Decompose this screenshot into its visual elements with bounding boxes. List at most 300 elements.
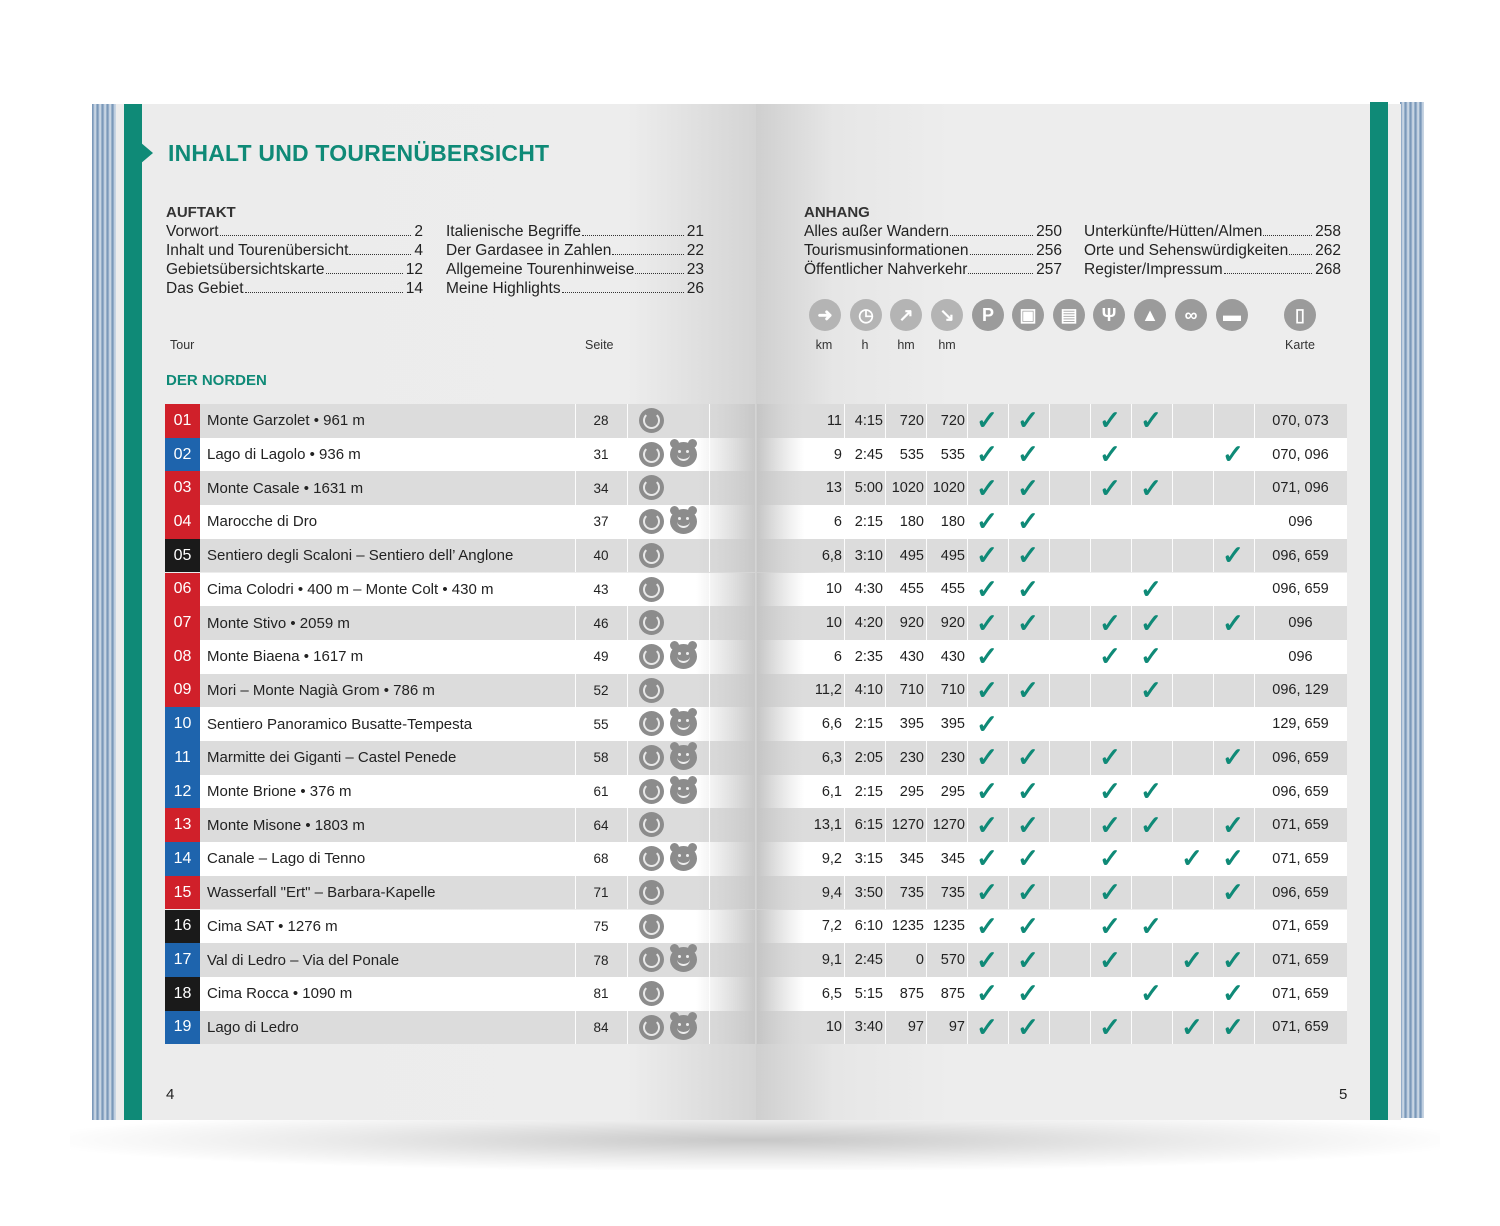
toc-label: Alles außer Wandern xyxy=(804,223,950,240)
map-icon: ▯ xyxy=(1284,299,1316,331)
column-divider xyxy=(844,910,845,944)
tour-km: 9,4 xyxy=(821,884,842,901)
column-divider xyxy=(844,539,845,573)
tour-down: 875 xyxy=(940,985,965,1002)
tour-number-badge: 18 xyxy=(165,977,200,1011)
kid-friendly-icon xyxy=(670,711,697,736)
column-divider xyxy=(1172,606,1173,640)
column-divider xyxy=(1008,707,1009,741)
tour-up: 0 xyxy=(915,952,924,969)
toc-label: Vorwort xyxy=(166,223,219,240)
auftakt-toc-col1 xyxy=(166,222,423,298)
column-divider xyxy=(627,640,628,674)
column-divider xyxy=(709,471,710,505)
kid-icon-part xyxy=(688,1012,697,1021)
check-icon: ✓ xyxy=(1222,978,1244,1009)
tour-number-badge: 04 xyxy=(165,505,200,539)
column-divider xyxy=(1049,404,1050,438)
column-divider xyxy=(885,910,886,944)
check-icon: ✓ xyxy=(1099,641,1121,672)
tour-row xyxy=(165,674,755,708)
tour-karte: 071, 659 xyxy=(1272,918,1329,935)
column-divider xyxy=(1213,910,1214,944)
anhang-heading: ANHANG xyxy=(804,204,870,221)
tour-seite: 37 xyxy=(593,514,609,530)
toc-leader xyxy=(220,235,412,236)
column-divider xyxy=(709,910,710,944)
check-icon: ✓ xyxy=(1222,742,1244,773)
tour-km: 10 xyxy=(825,1019,842,1036)
column-divider xyxy=(627,573,628,607)
tour-data-row xyxy=(757,741,1347,775)
toc-label: Tourismusinformationen xyxy=(804,242,969,259)
column-divider xyxy=(709,707,710,741)
bus-icon: ▣ xyxy=(1012,299,1044,331)
column-divider xyxy=(1172,404,1173,438)
check-icon: ✓ xyxy=(976,809,998,840)
tour-row xyxy=(165,842,755,876)
check-icon: ✓ xyxy=(1140,809,1162,840)
check-icon: ✓ xyxy=(976,708,998,739)
kid-friendly-icon xyxy=(670,644,697,669)
column-divider xyxy=(1213,775,1214,809)
column-divider xyxy=(575,573,576,607)
column-divider xyxy=(627,471,628,505)
column-divider xyxy=(844,404,845,438)
tour-down: 495 xyxy=(940,547,965,564)
tour-name: Sentiero degli Scaloni – Sentiero dell’ Anglone xyxy=(207,547,514,565)
difficulty-icon xyxy=(639,880,664,905)
tour-seite: 68 xyxy=(593,851,609,867)
check-icon: ✓ xyxy=(1017,540,1039,571)
tour-km: 9 xyxy=(833,446,842,463)
toc-page: 4 xyxy=(414,242,423,259)
column-divider xyxy=(926,977,927,1011)
check-icon: ✓ xyxy=(1017,439,1039,470)
tour-name: Monte Misone • 1803 m xyxy=(207,816,365,834)
column-divider xyxy=(844,640,845,674)
tour-h: 6:10 xyxy=(854,918,883,935)
kid-icon-part xyxy=(688,439,697,448)
tour-km: 10 xyxy=(825,581,842,598)
tour-h: 5:00 xyxy=(854,480,883,497)
difficulty-icon xyxy=(639,678,664,703)
toc-leader xyxy=(1224,273,1312,274)
tour-seite: 75 xyxy=(593,918,609,934)
column-divider xyxy=(885,775,886,809)
kid-friendly-icon xyxy=(670,745,697,770)
toc-page: 26 xyxy=(686,280,704,297)
column-divider xyxy=(709,943,710,977)
column-divider xyxy=(709,842,710,876)
kid-icon-part xyxy=(670,1012,679,1021)
toc-label: Unterkünfte/Hütten/Almen xyxy=(1084,223,1263,240)
difficulty-icon xyxy=(639,577,664,602)
column-divider xyxy=(1213,707,1214,741)
tour-karte: 071, 659 xyxy=(1272,952,1329,969)
check-icon: ✓ xyxy=(1017,742,1039,773)
anhang-toc-col2 xyxy=(1084,222,1341,279)
column-divider xyxy=(1049,977,1050,1011)
tour-karte: 096, 659 xyxy=(1272,783,1329,800)
tour-row xyxy=(165,505,755,539)
toc-leader xyxy=(1263,235,1312,236)
kid-icon-part xyxy=(678,787,681,790)
column-divider xyxy=(627,910,628,944)
column-divider xyxy=(926,910,927,944)
tour-down: 1020 xyxy=(932,480,965,497)
toc-label: Meine Highlights xyxy=(446,280,561,297)
column-divider xyxy=(1049,1011,1050,1045)
cable-car-icon: ▤ xyxy=(1053,299,1085,331)
kid-icon-part xyxy=(678,450,681,453)
column-divider xyxy=(1049,876,1050,910)
column-divider xyxy=(1049,606,1050,640)
column-divider xyxy=(627,1011,628,1045)
tour-row xyxy=(165,775,755,809)
column-divider xyxy=(1049,674,1050,708)
column-divider xyxy=(709,741,710,775)
toc-label: Orte und Sehenswürdigkeiten xyxy=(1084,242,1289,259)
toc-page: 14 xyxy=(405,280,423,297)
tour-karte: 096, 659 xyxy=(1272,547,1329,564)
kid-icon-part xyxy=(688,944,697,953)
check-icon: ✓ xyxy=(1099,405,1121,436)
tour-down: 345 xyxy=(940,850,965,867)
tour-row xyxy=(165,438,755,472)
tour-seite: 64 xyxy=(593,817,609,833)
difficulty-icon xyxy=(639,779,664,804)
hm-up-header: hm xyxy=(897,338,915,352)
column-divider xyxy=(709,977,710,1011)
column-divider xyxy=(575,775,576,809)
restaurant-icon: Ψ xyxy=(1093,299,1125,331)
column-divider xyxy=(627,977,628,1011)
check-icon: ✓ xyxy=(1140,674,1162,705)
kid-icon-part xyxy=(670,506,679,515)
tour-name: Sentiero Panoramico Busatte-Tempesta xyxy=(207,715,473,733)
column-divider xyxy=(885,640,886,674)
h-header: h xyxy=(861,338,869,352)
tour-data-row xyxy=(757,876,1347,910)
toc-page: 258 xyxy=(1315,223,1341,240)
check-icon: ✓ xyxy=(976,607,998,638)
tour-down: 97 xyxy=(948,1019,965,1036)
check-icon: ✓ xyxy=(1140,910,1162,941)
column-divider xyxy=(575,640,576,674)
check-icon: ✓ xyxy=(1140,607,1162,638)
tour-karte: 096, 659 xyxy=(1272,581,1329,598)
page-title: INHALT UND TOURENÜBERSICHT xyxy=(168,140,550,166)
check-icon: ✓ xyxy=(1222,843,1244,874)
ascent-icon: ↗ xyxy=(890,299,922,331)
tour-km: 10 xyxy=(825,615,842,632)
difficulty-icon xyxy=(639,711,664,736)
toc-label: Register/Impressum xyxy=(1084,261,1223,278)
tour-number-badge: 11 xyxy=(165,741,200,775)
tour-up: 1020 xyxy=(891,480,924,497)
tour-up: 295 xyxy=(899,783,924,800)
column-divider xyxy=(627,808,628,842)
check-icon: ✓ xyxy=(1222,1011,1244,1042)
kid-icon-part xyxy=(688,843,697,852)
tour-number-badge: 14 xyxy=(165,842,200,876)
tour-row xyxy=(165,1011,755,1045)
column-divider xyxy=(575,606,576,640)
check-icon: ✓ xyxy=(1222,809,1244,840)
tour-data-row xyxy=(757,977,1347,1011)
column-divider xyxy=(844,471,845,505)
kid-icon-part xyxy=(686,1023,689,1026)
tour-down: 570 xyxy=(940,952,965,969)
column-divider xyxy=(844,707,845,741)
check-icon: ✓ xyxy=(1140,573,1162,604)
column-divider xyxy=(1049,707,1050,741)
tour-data-row xyxy=(757,1011,1347,1045)
toc-label: Italienische Begriffe xyxy=(446,223,581,240)
tour-data-row xyxy=(757,640,1347,674)
tour-number-badge: 05 xyxy=(165,539,200,573)
tour-km: 9,2 xyxy=(821,850,842,867)
tour-seite: 61 xyxy=(593,784,609,800)
column-divider xyxy=(627,674,628,708)
check-icon: ✓ xyxy=(1099,776,1121,807)
tour-up: 230 xyxy=(899,749,924,766)
column-divider xyxy=(575,808,576,842)
tour-row xyxy=(165,876,755,910)
check-icon: ✓ xyxy=(1140,472,1162,503)
accent-bar-right xyxy=(1370,102,1388,1120)
tour-row xyxy=(165,910,755,944)
toc-label: Inhalt und Tourenübersicht xyxy=(166,242,349,259)
column-divider xyxy=(1172,977,1173,1011)
tour-up: 455 xyxy=(899,581,924,598)
column-divider xyxy=(575,741,576,775)
tour-karte: 096 xyxy=(1288,648,1313,665)
toc-page: 257 xyxy=(1036,261,1062,278)
check-icon: ✓ xyxy=(1017,506,1039,537)
tour-down: 295 xyxy=(940,783,965,800)
tour-km: 6,8 xyxy=(821,547,842,564)
column-divider xyxy=(709,573,710,607)
region-heading: DER NORDEN xyxy=(166,372,267,389)
tour-seite: 78 xyxy=(593,952,609,968)
check-icon: ✓ xyxy=(1222,439,1244,470)
column-divider xyxy=(844,808,845,842)
column-divider xyxy=(844,943,845,977)
column-divider xyxy=(575,910,576,944)
check-icon: ✓ xyxy=(1222,540,1244,571)
tour-down: 455 xyxy=(940,581,965,598)
column-divider xyxy=(575,404,576,438)
check-icon: ✓ xyxy=(976,573,998,604)
toc-leader xyxy=(1289,254,1312,255)
check-icon: ✓ xyxy=(1099,843,1121,874)
column-divider xyxy=(1049,640,1050,674)
column-divider xyxy=(1213,674,1214,708)
difficulty-icon xyxy=(639,408,664,433)
toc-label: Gebietsübersichtskarte xyxy=(166,261,325,278)
tour-down: 535 xyxy=(940,446,965,463)
check-icon: ✓ xyxy=(1222,607,1244,638)
column-divider xyxy=(709,438,710,472)
tour-seite: 40 xyxy=(593,548,609,564)
tour-h: 3:15 xyxy=(854,850,883,867)
parking-icon: P xyxy=(972,299,1004,331)
toc-entry xyxy=(804,241,1062,260)
tour-km: 6,3 xyxy=(821,749,842,766)
check-icon: ✓ xyxy=(1140,405,1162,436)
kid-icon-part xyxy=(678,1023,681,1026)
tour-h: 6:15 xyxy=(854,817,883,834)
tour-number-badge: 10 xyxy=(165,707,200,741)
tour-data-row xyxy=(757,606,1347,640)
column-divider xyxy=(1213,640,1214,674)
check-icon: ✓ xyxy=(1222,877,1244,908)
toc-entry xyxy=(166,222,423,241)
tour-down: 735 xyxy=(940,884,965,901)
column-divider xyxy=(709,606,710,640)
tour-karte: 070, 096 xyxy=(1272,446,1329,463)
toc-entry xyxy=(1084,222,1341,241)
column-divider xyxy=(926,943,927,977)
tour-name: Monte Biaena • 1617 m xyxy=(207,648,364,666)
bicycle-icon: ∞ xyxy=(1175,299,1207,331)
column-divider xyxy=(1172,808,1173,842)
tour-h: 2:15 xyxy=(854,783,883,800)
check-icon: ✓ xyxy=(1099,910,1121,941)
column-divider xyxy=(844,1011,845,1045)
column-divider xyxy=(709,404,710,438)
kid-icon-part xyxy=(670,843,679,852)
tour-seite: 49 xyxy=(593,649,609,665)
tour-km: 9,1 xyxy=(821,952,842,969)
bed-icon: ▬ xyxy=(1216,299,1248,331)
column-divider xyxy=(575,674,576,708)
toc-entry xyxy=(166,260,423,279)
tour-seite: 58 xyxy=(593,750,609,766)
tour-number-badge: 06 xyxy=(165,573,200,607)
column-divider xyxy=(575,876,576,910)
column-divider xyxy=(1090,573,1091,607)
tour-down: 720 xyxy=(940,412,965,429)
column-divider xyxy=(926,640,927,674)
tour-up: 97 xyxy=(907,1019,924,1036)
column-divider xyxy=(885,505,886,539)
difficulty-icon xyxy=(639,947,664,972)
tour-down: 180 xyxy=(940,513,965,530)
column-divider xyxy=(627,404,628,438)
toc-entry xyxy=(166,279,423,298)
column-divider xyxy=(844,505,845,539)
check-icon: ✓ xyxy=(976,843,998,874)
check-icon: ✓ xyxy=(1099,439,1121,470)
tour-up: 720 xyxy=(899,412,924,429)
toc-leader xyxy=(562,292,684,293)
column-divider xyxy=(627,876,628,910)
column-divider xyxy=(1049,943,1050,977)
column-divider xyxy=(1172,910,1173,944)
tour-up: 735 xyxy=(899,884,924,901)
tour-down: 230 xyxy=(940,749,965,766)
tour-km: 11 xyxy=(826,412,842,429)
column-divider xyxy=(627,505,628,539)
check-icon: ✓ xyxy=(1099,877,1121,908)
auftakt-toc-col2 xyxy=(446,222,704,298)
tour-km: 7,2 xyxy=(821,918,842,935)
toc-entry xyxy=(446,279,704,298)
column-divider xyxy=(1008,640,1009,674)
column-divider xyxy=(1049,741,1050,775)
check-icon: ✓ xyxy=(976,742,998,773)
column-divider xyxy=(844,876,845,910)
column-divider xyxy=(627,943,628,977)
column-divider xyxy=(885,1011,886,1045)
check-icon: ✓ xyxy=(1099,944,1121,975)
column-divider xyxy=(926,876,927,910)
auftakt-heading: AUFTAKT xyxy=(166,204,236,221)
column-divider xyxy=(1131,539,1132,573)
toc-label: Öffentlicher Nahverkehr xyxy=(804,261,968,278)
toc-page: 250 xyxy=(1036,223,1062,240)
tour-karte: 071, 659 xyxy=(1272,850,1329,867)
column-divider xyxy=(1049,842,1050,876)
column-divider xyxy=(844,977,845,1011)
tour-data-row xyxy=(757,505,1347,539)
tour-up: 345 xyxy=(899,850,924,867)
check-icon: ✓ xyxy=(1181,944,1203,975)
kid-icon-part xyxy=(686,652,689,655)
toc-page: 23 xyxy=(686,261,704,278)
column-divider xyxy=(1131,1011,1132,1045)
tour-karte: 071, 659 xyxy=(1272,817,1329,834)
column-divider xyxy=(627,741,628,775)
tour-seite: 43 xyxy=(593,581,609,597)
tour-h: 3:50 xyxy=(854,884,883,901)
tour-row xyxy=(165,741,755,775)
column-divider xyxy=(627,438,628,472)
tour-row xyxy=(165,471,755,505)
tour-h: 2:15 xyxy=(854,513,883,530)
tour-row xyxy=(165,606,755,640)
tour-h: 2:45 xyxy=(854,446,883,463)
column-divider xyxy=(1213,471,1214,505)
toc-leader xyxy=(349,254,411,255)
tour-number-badge: 07 xyxy=(165,606,200,640)
column-divider xyxy=(1131,943,1132,977)
column-divider xyxy=(885,674,886,708)
check-icon: ✓ xyxy=(1181,1011,1203,1042)
check-icon: ✓ xyxy=(976,540,998,571)
column-divider xyxy=(1172,573,1173,607)
check-icon: ✓ xyxy=(1017,843,1039,874)
tour-data-row xyxy=(757,674,1347,708)
camping-icon: ▲ xyxy=(1134,299,1166,331)
column-divider xyxy=(709,674,710,708)
book-edge-right xyxy=(1400,102,1424,1118)
column-divider xyxy=(1090,505,1091,539)
column-divider xyxy=(844,741,845,775)
column-divider xyxy=(885,943,886,977)
column-divider xyxy=(1172,471,1173,505)
tour-h: 4:10 xyxy=(854,682,883,699)
difficulty-icon xyxy=(639,914,664,939)
tour-row xyxy=(165,943,755,977)
difficulty-icon xyxy=(639,745,664,770)
difficulty-icon xyxy=(639,981,664,1006)
check-icon: ✓ xyxy=(1140,776,1162,807)
tour-down: 710 xyxy=(940,682,965,699)
